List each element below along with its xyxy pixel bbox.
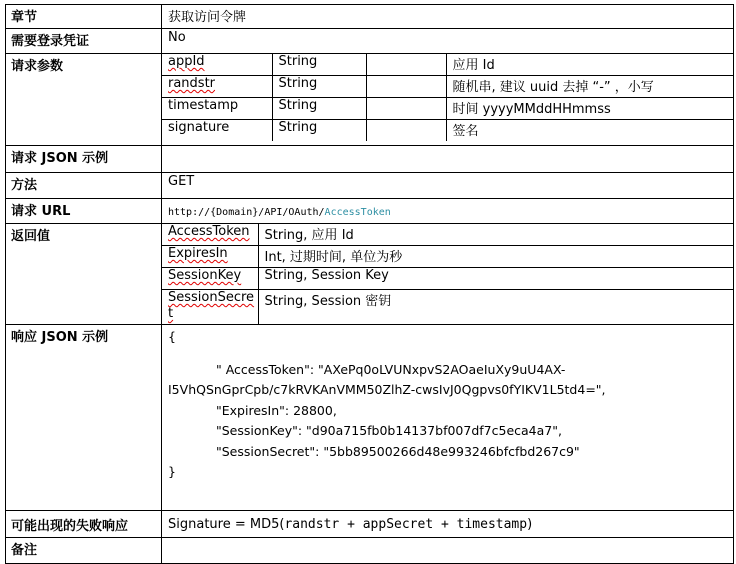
return-name: ExpiresIn [168, 246, 228, 261]
param-row [162, 98, 733, 120]
param-row [162, 76, 733, 98]
return-row [162, 246, 734, 268]
return-value-cell [162, 224, 734, 325]
request-params-table [162, 54, 733, 141]
param-desc: 签名 [446, 120, 733, 142]
param-row [162, 120, 733, 142]
param-name: randstr [168, 76, 216, 91]
method-row [6, 173, 734, 199]
method-label: 方法 [6, 173, 162, 199]
param-desc: 应用 Id [446, 54, 733, 76]
param-extra [366, 120, 446, 142]
request-url-path: AccessToken [324, 207, 391, 218]
param-type: String [272, 98, 366, 120]
request-json-row [6, 146, 734, 173]
request-json-label: 请求 JSON 示例 [6, 146, 162, 173]
return-value-label: 返回值 [6, 224, 162, 325]
param-type: String [272, 76, 366, 98]
json-line: " AccessToken": "AXePq0oLVUNxpvS2AOaeIuXy9uU4AX- [216, 361, 566, 377]
json-close-brace: } [168, 464, 176, 479]
param-desc: 随机串, 建议 uuid 去掉 “-” ，小写 [446, 76, 733, 98]
chapter-value: 获取访问令牌 [162, 5, 734, 29]
return-desc: Int, 过期时间, 单位为秒 [258, 246, 734, 268]
request-url-prefix: http://{Domain}/API/OAuth/ [168, 207, 325, 218]
return-name-cont: t [168, 306, 174, 321]
formula-suffix: ) [527, 516, 533, 532]
response-json-body [162, 325, 733, 483]
return-value-row [6, 224, 734, 325]
failure-response-value [162, 511, 734, 538]
param-extra [366, 54, 446, 76]
chapter-row [6, 5, 734, 29]
return-desc: String, Session 密钥 [258, 290, 734, 325]
formula-body: randstr + appSecret + timestamp [284, 516, 528, 532]
login-required-value: No [162, 29, 734, 54]
remarks-row [6, 538, 734, 564]
response-json-cell [162, 325, 734, 511]
request-params-cell [162, 54, 734, 146]
param-name: appId [168, 54, 205, 69]
request-url-label: 请求 URL [6, 199, 162, 224]
request-url-value [162, 199, 734, 224]
json-line: "ExpiresIn": 28800, [216, 402, 337, 418]
json-line: "SessionKey": "d90a715fb0b14137bf007df7c5eca4a7", [216, 423, 562, 438]
request-json-value [162, 146, 734, 173]
return-row [162, 268, 734, 290]
method-value: GET [162, 173, 734, 199]
return-desc: String, Session Key [258, 268, 734, 290]
api-spec-table [5, 4, 734, 564]
remarks-label: 备注 [6, 538, 162, 564]
param-extra [366, 76, 446, 98]
return-row [162, 290, 734, 325]
param-type: String [272, 120, 366, 142]
param-type: String [272, 54, 366, 76]
failure-response-label: 可能出现的失败响应 [6, 511, 162, 538]
api-doc-table [5, 4, 733, 564]
param-desc: 时间 yyyyMMddHHmmss [446, 98, 733, 120]
chapter-label: 章节 [6, 5, 162, 29]
json-line: "SessionSecret": "5bb89500266d48e993246bfcfbd267c9" [216, 443, 580, 459]
param-name: signature [168, 120, 230, 135]
response-json-label: 响应 JSON 示例 [6, 325, 162, 511]
request-params-label: 请求参数 [6, 54, 162, 146]
return-row [162, 224, 734, 246]
formula-prefix: Signature = MD5( [168, 516, 285, 532]
request-url-row [6, 199, 734, 224]
param-name: timestamp [168, 98, 239, 113]
return-desc: String, 应用 Id [258, 224, 734, 246]
login-required-row [6, 29, 734, 54]
return-name: AccessToken [168, 224, 250, 239]
json-line: I5VhQSnGprCpb/c7kRVKAnVMM50ZlhZ-cwsIvJ0Qgpvs0fYIKV1L5td4=", [168, 382, 606, 397]
json-open-brace: { [168, 329, 176, 344]
param-extra [366, 98, 446, 120]
failure-response-row [6, 511, 734, 538]
remarks-value [162, 538, 734, 564]
response-json-row [6, 325, 734, 511]
param-row [162, 54, 733, 76]
return-value-table [162, 224, 734, 324]
return-name: SessionKey [168, 268, 242, 283]
login-required-label: 需要登录凭证 [6, 29, 162, 54]
return-name: SessionSecre [168, 290, 255, 305]
request-params-row [6, 54, 734, 146]
